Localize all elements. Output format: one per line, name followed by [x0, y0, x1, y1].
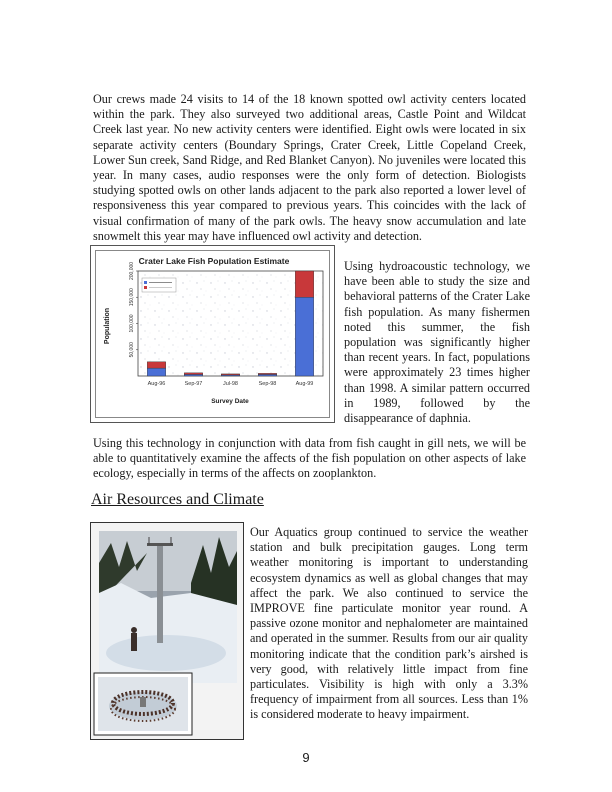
- weather-station-photo: [99, 531, 237, 683]
- x-axis-label: Survey Date: [211, 398, 249, 405]
- x-tick-label: Sep-97: [184, 381, 203, 387]
- legend-swatch-red: [144, 286, 147, 289]
- bar-segment-red: [221, 374, 240, 375]
- x-tick-label: Jul-98: [223, 381, 238, 387]
- photo-frame: [90, 522, 244, 740]
- fish-population-chart: [90, 245, 335, 423]
- section-heading: Air Resources and Climate: [91, 491, 264, 508]
- x-tick-label: Aug-96: [147, 381, 166, 387]
- bar-segment-blue: [258, 374, 277, 376]
- air-quality-paragraph: Our Aquatics group continued to service the weather station and bulk precipitation gauges. Long term weather monitoring is important to understanding ecosystem dynamics as well as global changes that may affect the park. We also continued to service the IMPROVE fine particulate monitor year round. A passive ozone monitor and nephalometer are maintained and operated in the summer. Results from our air quality monitoring indicate that the condition park’s airshed is very good, with relatively little impact from fine particulates. Visibility is high with only a 3.3% frequency of impairment from all sources. Less than 1% is considered moderate to heavy impairment.: [250, 525, 528, 722]
- precipitation-gauge-photo: [94, 673, 192, 735]
- x-tick-label: Aug-99: [295, 381, 314, 387]
- bar-segment-red: [258, 373, 277, 374]
- y-tick-label: 100,000: [129, 314, 135, 333]
- y-tick-label: 150,000: [129, 288, 135, 307]
- owl-survey-paragraph: Our crews made 24 visits to 14 of the 18 known spotted owl activity centers located within the park. They also surveyed two additional areas, Castle Point and Wildcat Creek last year. No new activity centers were identified. Eight owls were located in six separate activity centers (Boundary Springs, Crater Creek, Little Copeland Creek, Lower Sun creek, Sand Ridge, and Red Blanket Canyon). No juveniles were located this year. In many cases, audio responses were the only form of detection. Biologists studying spotted owls on other lands adjacent to the park also reported a lower level of responsiveness this year compared to previous years. This coincides with the lack of visual confirmation of many of the park owls. The heavy snow accumulation and late snowmelt this year may have influenced owl activity and detection.: [93, 92, 526, 243]
- x-tick-label: Sep-98: [258, 381, 277, 387]
- y-tick-label: 200,000: [129, 261, 135, 281]
- bar-segment-blue: [295, 297, 314, 376]
- chart-legend: [142, 278, 176, 292]
- gill-nets-paragraph: Using this technology in conjunction with data from fish caught in gill nets, we will be able to quantitatively examine the affects of the fish population on other aspects of lake ecology, especially in terms of the affects on zooplankton.: [93, 436, 526, 481]
- page-number: 9: [302, 750, 310, 765]
- y-axis-label: Population: [104, 307, 111, 345]
- hydroacoustic-paragraph: Using hydroacoustic technology, we have been able to study the size and behavioral patterns of the Crater Lake fish population. As many fishermen noted this summer, the fish population was significantly higher than recent years. In fact, populations were approximately 23 times higher than 1998. A similar pattern occurred in 1989, followed by the disappearance of daphnia.: [344, 259, 530, 426]
- bar-segment-red: [147, 362, 166, 368]
- bar-segment-red: [295, 271, 314, 297]
- bar-segment-blue: [147, 368, 166, 376]
- bar-segment-red: [184, 373, 203, 375]
- chart-svg: [96, 251, 331, 419]
- chart-title: Crater Lake Fish Population Estimate: [138, 256, 290, 266]
- legend-swatch-blue: [144, 281, 147, 284]
- y-tick-label: 50,000: [129, 342, 135, 358]
- bar-segment-blue: [184, 374, 203, 376]
